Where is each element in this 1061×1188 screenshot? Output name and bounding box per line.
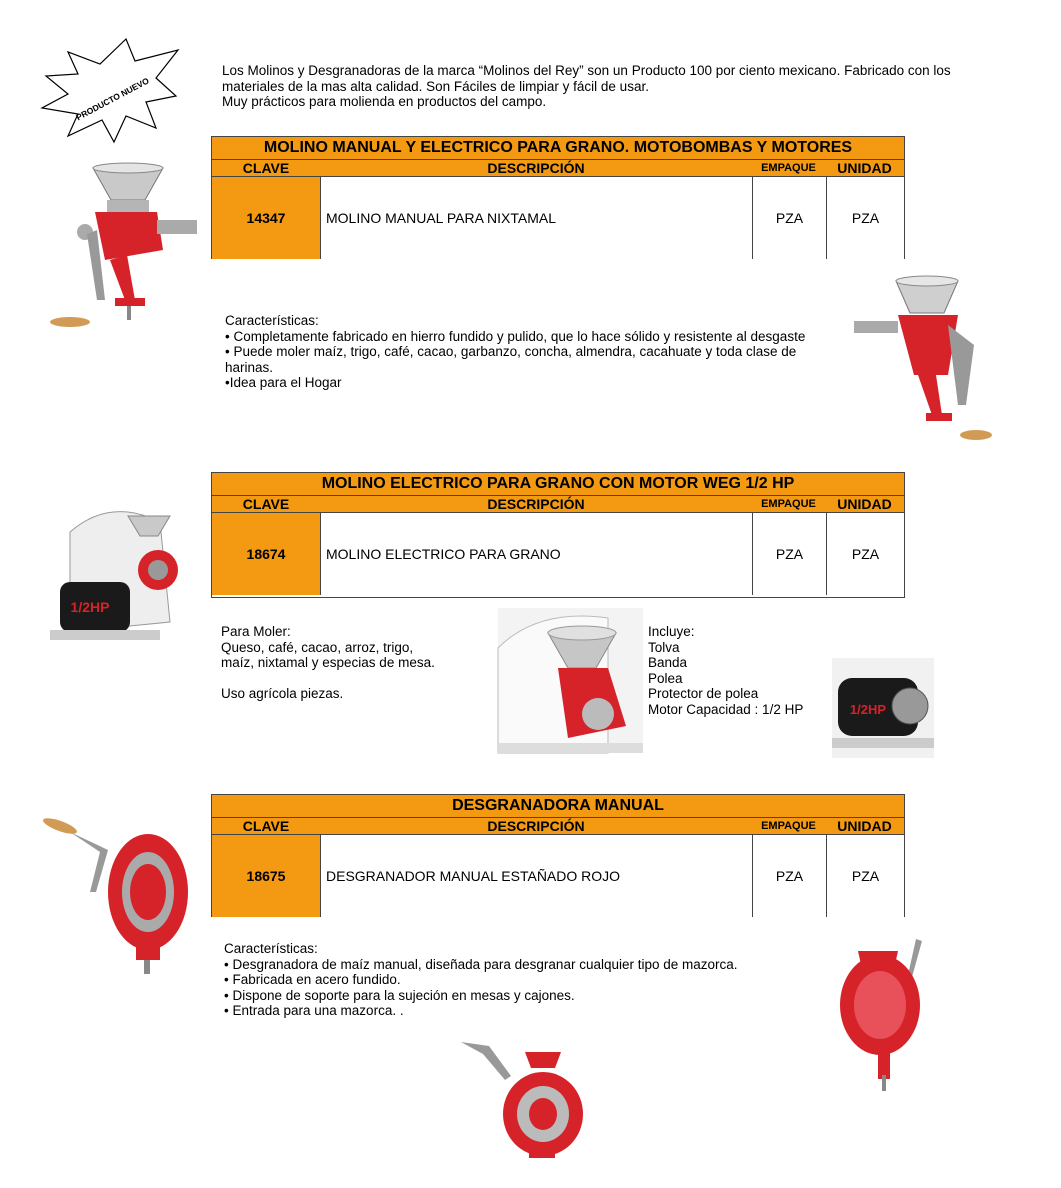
incluye-text: Incluye: Tolva Banda Polea Protector de polea Motor Capacidad : 1/2 HP [648, 624, 804, 717]
motor-label: 1/2HP [849, 702, 887, 717]
motor-label: 1/2HP [70, 599, 110, 615]
product-title: MOLINO MANUAL Y ELECTRICO PARA GRANO. MOTOBOMBAS Y MOTORES [212, 137, 904, 160]
descripcion-cell: MOLINO MANUAL PARA NIXTAMAL [321, 177, 753, 259]
header-descripcion: DESCRIPCIÓN [487, 818, 585, 834]
product-table-2 [211, 472, 905, 598]
header-unidad: UNIDAD [837, 818, 892, 834]
header-unidad: UNIDAD [837, 160, 892, 176]
manual-mill-image-2 [848, 275, 998, 445]
table-header [212, 160, 904, 177]
starburst-icon [42, 39, 178, 142]
descripcion-cell: MOLINO ELECTRICO PARA GRANO [321, 513, 753, 595]
empaque-cell: PZA [753, 513, 827, 595]
manual-mill-image [45, 160, 210, 330]
table-row [212, 513, 904, 595]
intro-text: Los Molinos y Desgranadoras de la marca “Molinos del Rey” son un Producto 100 por ciento mexicano. Fabricado con los materiales de la mas alta calidad. Son Fáciles de limpiar y fácil de usar. Muy prácticos para molienda en productos del campo. [222, 63, 951, 109]
header-descripcion: DESCRIPCIÓN [487, 160, 585, 176]
corn-sheller-image-3 [455, 1032, 583, 1162]
features-text: Características: • Completamente fabricado en hierro fundido y pulido, que lo hace sólido y resistente al desgaste • Puede moler maíz, trigo, café, cacao, garbanzo, concha, almendra, cacahuate y toda clase de harinas. •Idea para el Hogar [225, 313, 806, 390]
empaque-cell: PZA [753, 835, 827, 917]
header-clave: CLAVE [242, 496, 290, 512]
header-clave: CLAVE [242, 818, 290, 834]
table-header [212, 496, 904, 513]
corn-sheller-image [40, 812, 200, 977]
clave-cell: 18675 [212, 835, 321, 917]
clave-cell: 14347 [212, 177, 321, 259]
table-header [212, 818, 904, 835]
table-row [212, 177, 904, 259]
unidad-cell: PZA [827, 177, 904, 259]
producto-nuevo-badge [38, 36, 183, 146]
clave-cell: 18674 [212, 513, 321, 595]
unidad-cell: PZA [827, 835, 904, 917]
header-empaque: EMPAQUE [761, 162, 816, 174]
corn-sheller-image-2 [838, 935, 928, 1095]
empaque-cell: PZA [753, 177, 827, 259]
product-title: DESGRANADORA MANUAL [212, 795, 904, 818]
para-moler-text: Para Moler: Queso, café, cacao, arroz, trigo, maíz, nixtamal y especias de mesa. Uso agrícola piezas. [221, 624, 435, 701]
motor-image [832, 658, 934, 758]
product-title: MOLINO ELECTRICO PARA GRANO CON MOTOR WEG 1/2 HP [212, 473, 904, 496]
header-empaque: EMPAQUE [761, 498, 816, 510]
header-empaque: EMPAQUE [761, 820, 816, 832]
header-clave: CLAVE [242, 160, 290, 176]
product-table-1 [211, 136, 905, 259]
table-row [212, 835, 904, 917]
header-unidad: UNIDAD [837, 496, 892, 512]
header-descripcion: DESCRIPCIÓN [487, 496, 585, 512]
features-text: Características: • Desgranadora de maíz manual, diseñada para desgranar cualquier tipo de mazorca. • Fabricada en acero fundido. • Dispone de soporte para la sujeción en mesas y cajones. • Entrada para una mazorca. . [224, 941, 738, 1018]
electric-mill-image [50, 502, 195, 662]
product-table-3 [211, 794, 905, 917]
descripcion-cell: DESGRANADOR MANUAL ESTAÑADO ROJO [321, 835, 753, 917]
badge-text: PRODUCTO NUEVO [74, 75, 151, 123]
unidad-cell: PZA [827, 513, 904, 595]
electric-mill-image-2 [498, 608, 643, 753]
